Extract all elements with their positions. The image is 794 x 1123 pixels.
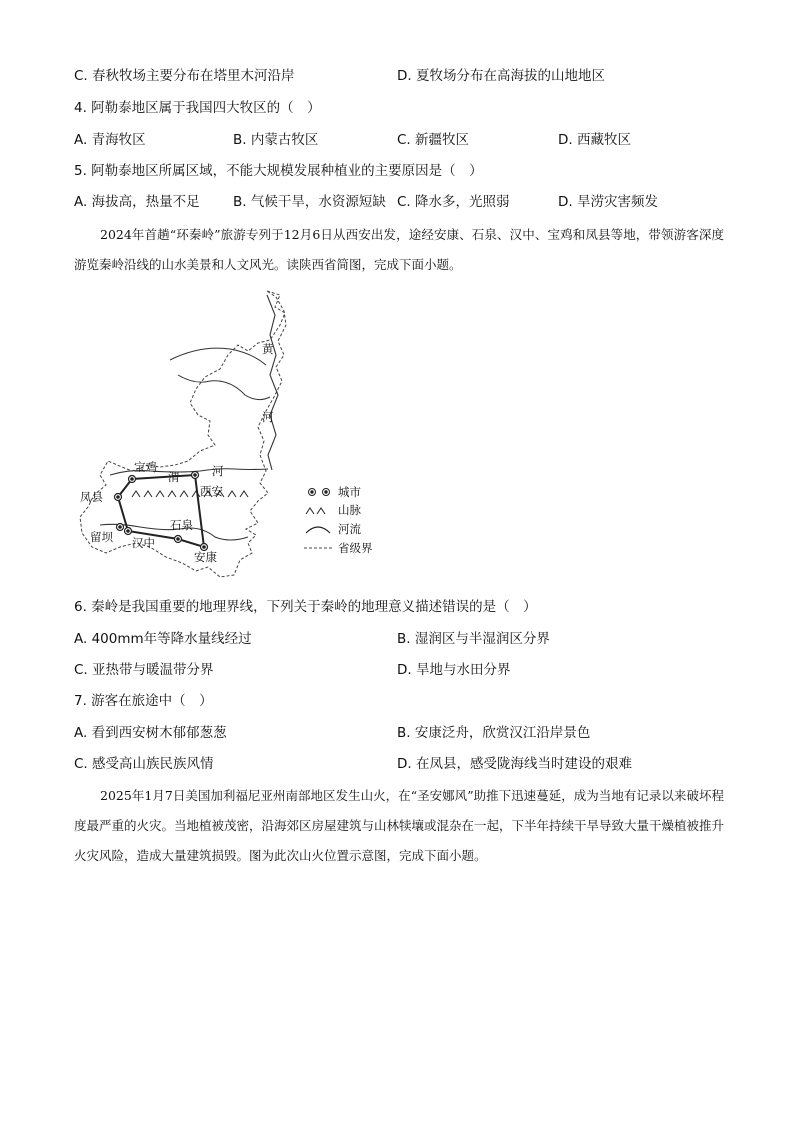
q6-option-d: D. 旱地与水田分界 — [397, 662, 511, 678]
legend-mountain-label: 山脉 — [338, 503, 361, 517]
qinling-mountains — [132, 491, 248, 497]
label-ankang: 安康 — [194, 550, 217, 564]
legend-river-icon — [306, 527, 330, 533]
legend-city-label: 城市 — [338, 485, 361, 499]
q7-option-b: B. 安康泛舟，欣赏汉江沿岸景色 — [397, 725, 591, 741]
passage-california-fire — [74, 781, 724, 871]
passage-qinling-text: 2024年首趟“环秦岭”旅游专列于12月6日从西安出发，途经安康、石泉、汉中、宝鸡和凤县等地，带领游客深度游览秦岭沿线的山水美景和人文风光。读陕西省简图，完成下面小题。 — [74, 227, 724, 272]
label-fengxian: 凤县 — [80, 490, 103, 504]
shaanxi-map — [70, 285, 400, 585]
q4-option-a: A. 青海牧区 — [74, 132, 146, 148]
q6-option-b: B. 湿润区与半湿润区分界 — [397, 631, 550, 647]
q7-stem: 7. 游客在旅途中（ ） — [74, 693, 213, 709]
legend-city-icon — [309, 489, 330, 496]
q4-option-d: D. 西藏牧区 — [558, 132, 631, 148]
q5-stem: 5. 阿勒泰地区所属区域，不能大规模发展种植业的主要原因是（ ） — [74, 163, 483, 179]
map-legend — [304, 485, 373, 555]
label-he-wei: 河 — [212, 464, 224, 478]
q6-stem: 6. 秦岭是我国重要的地理界线，下列关于秦岭的地理意义描述错误的是（ ） — [74, 599, 537, 615]
q5-option-c: C. 降水多，光照弱 — [397, 194, 510, 210]
label-hanzhong: 汉中 — [132, 536, 155, 550]
q5-option-a: A. 海拔高，热量不足 — [74, 194, 200, 210]
q3-option-c: C. 春秋牧场主要分布在塔里木河沿岸 — [74, 68, 295, 84]
yellow-river — [267, 295, 278, 470]
railway-route — [118, 475, 204, 547]
label-baoji: 宝鸡 — [134, 460, 157, 474]
q6-option-a: A. 400mm年等降水量线经过 — [74, 631, 252, 647]
legend-river-label: 河流 — [338, 522, 361, 536]
north-river-2 — [178, 375, 270, 400]
q4-option-c: C. 新疆牧区 — [397, 132, 470, 148]
legend-boundary-label: 省级界 — [338, 541, 373, 555]
q5-option-b: B. 气候干旱，水资源短缺 — [233, 194, 386, 210]
label-liuba: 留坝 — [90, 530, 113, 544]
q6-option-c: C. 亚热带与暖温带分界 — [74, 662, 214, 678]
q7-option-a: A. 看到西安树木郁郁葱葱 — [74, 725, 227, 741]
q4-option-b: B. 内蒙古牧区 — [233, 132, 319, 148]
label-huang: 黄 — [262, 342, 274, 356]
q7-option-c: C. 感受高山族民族风情 — [74, 756, 214, 772]
label-wei: 渭 — [168, 470, 180, 484]
q4-stem: 4. 阿勒泰地区属于我国四大牧区的（ ） — [74, 100, 321, 116]
label-shiquan: 石泉 — [170, 518, 193, 532]
north-river-1 — [170, 348, 266, 365]
q5-option-d: D. 旱涝灾害频发 — [558, 194, 658, 210]
passage-california-text: 2025年1月7日美国加利福尼亚州南部地区发生山火，在“圣安娜风”助推下迅速蔓延，成为当地有记录以来破坏程度最严重的火灾。当地植被茂密，沿海郊区房屋建筑与山林犊壤或混杂在一起，下半年持续干旱导致大量干燥植被推升火灾风险，造成大量建筑损毁。图为此次山火位置示意图，完成下面小题。 — [74, 788, 725, 863]
label-xian: 西安 — [200, 484, 223, 498]
label-he-north: 河 — [262, 410, 274, 424]
q3-option-d: D. 夏牧场分布在高海拔的山地地区 — [397, 68, 605, 84]
legend-mountain-icon — [306, 508, 325, 514]
q7-option-d: D. 在凤县，感受陇海线当时建设的艰难 — [397, 756, 632, 772]
passage-qinling-tour — [74, 220, 724, 280]
